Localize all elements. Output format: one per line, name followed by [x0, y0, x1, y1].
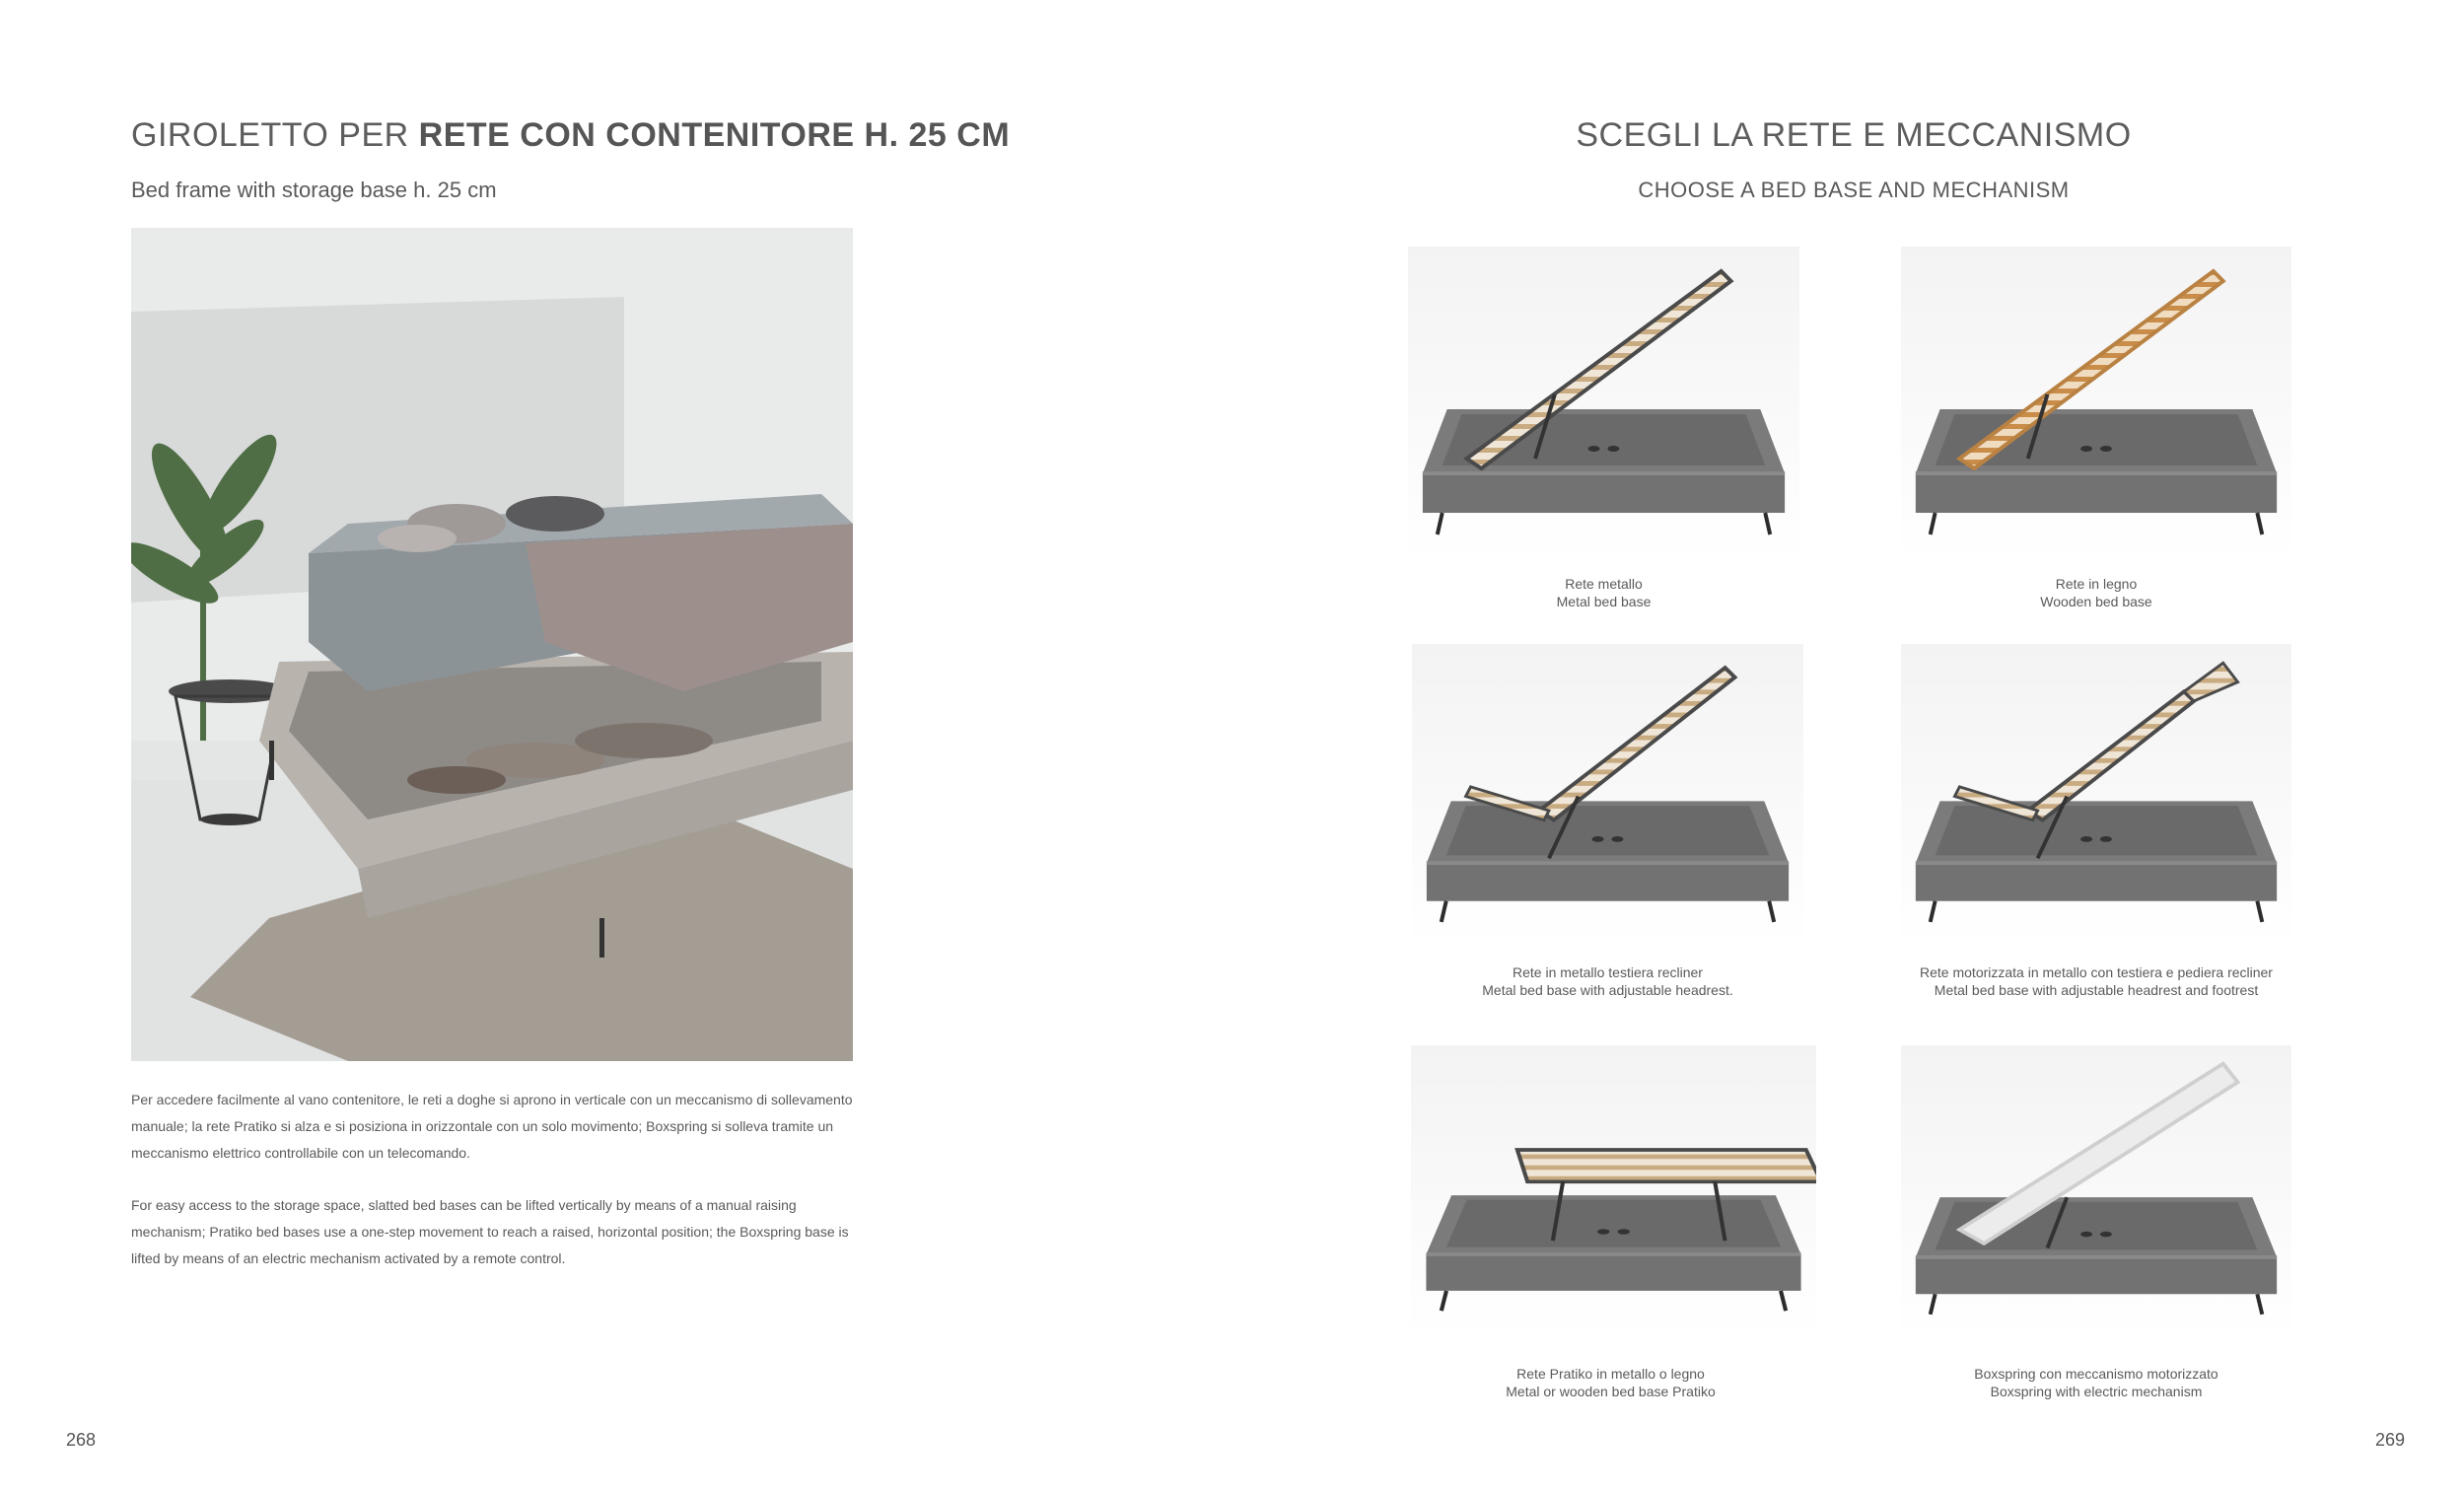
caption-en: Wooden bed base	[2040, 594, 2152, 609]
title-bold: RETE CON CONTENITORE H. 25 CM	[418, 116, 1011, 154]
page-title-right: SCEGLI LA RETE E MECCANISMO	[1576, 116, 2132, 154]
caption-en: Boxspring with electric mechanism	[1990, 1384, 2203, 1399]
motorized-bed-base-image	[1901, 644, 2291, 949]
wooden-bed-base-image	[1901, 247, 2291, 562]
caption-wooden-bed-base	[1901, 575, 2291, 610]
caption-en: Metal bed base with adjustable headrest.	[1482, 982, 1733, 998]
description-italian: Per accedere facilmente al vano contenitore, le reti a doghe si aprono in verticale con un meccanismo di sollevamento manuale; la rete Pratiko si alza e si posiziona in orizzontale con un solo movimento; Boxspring si solleva tramite un meccanismo elettrico controllabile con un telecomando.	[131, 1092, 853, 1161]
boxspring-image	[1901, 1045, 2291, 1340]
caption-en: Metal bed base with adjustable headrest and footrest	[1934, 982, 2259, 998]
page-title-left	[131, 116, 1010, 155]
caption-en: Metal bed base	[1556, 594, 1652, 609]
title-light: GIROLETTO PER	[131, 116, 419, 154]
caption-it: Rete in legno	[2055, 576, 2138, 592]
caption-boxspring	[1901, 1365, 2291, 1400]
caption-metal-recliner	[1412, 963, 1803, 999]
caption-it: Boxspring con meccanismo motorizzato	[1974, 1366, 2218, 1382]
metal-bed-base-image	[1408, 247, 1799, 562]
caption-motorized	[1901, 963, 2291, 999]
caption-it: Rete motorizzata in metallo con testiera e pediera recliner	[1920, 964, 2273, 980]
bedroom-photo	[131, 228, 853, 1061]
caption-it: Rete metallo	[1565, 576, 1643, 592]
caption-metal-bed-base	[1408, 575, 1799, 610]
caption-pratiko	[1408, 1365, 1813, 1400]
page-number-right: 269	[2375, 1430, 2406, 1450]
page-number-left: 268	[66, 1430, 97, 1450]
pratiko-bed-base-image	[1411, 1045, 1816, 1336]
caption-it: Rete Pratiko in metallo o legno	[1516, 1366, 1705, 1382]
metal-recliner-bed-base-image	[1412, 644, 1803, 949]
page-subtitle-right: CHOOSE A BED BASE AND MECHANISM	[1638, 178, 2070, 202]
page-subtitle-left: Bed frame with storage base h. 25 cm	[131, 178, 497, 202]
caption-it: Rete in metallo testiera recliner	[1513, 964, 1703, 980]
description-english: For easy access to the storage space, slatted bed bases can be lifted vertically by means of a manual raising mechanism; Pratiko bed bases use a one-step movement to reach a raised, horizontal position; the Boxspring base is lifted by means of an electric mechanism activated by a remote control.	[131, 1197, 849, 1266]
caption-en: Metal or wooden bed base Pratiko	[1506, 1384, 1716, 1399]
description	[131, 1087, 861, 1298]
